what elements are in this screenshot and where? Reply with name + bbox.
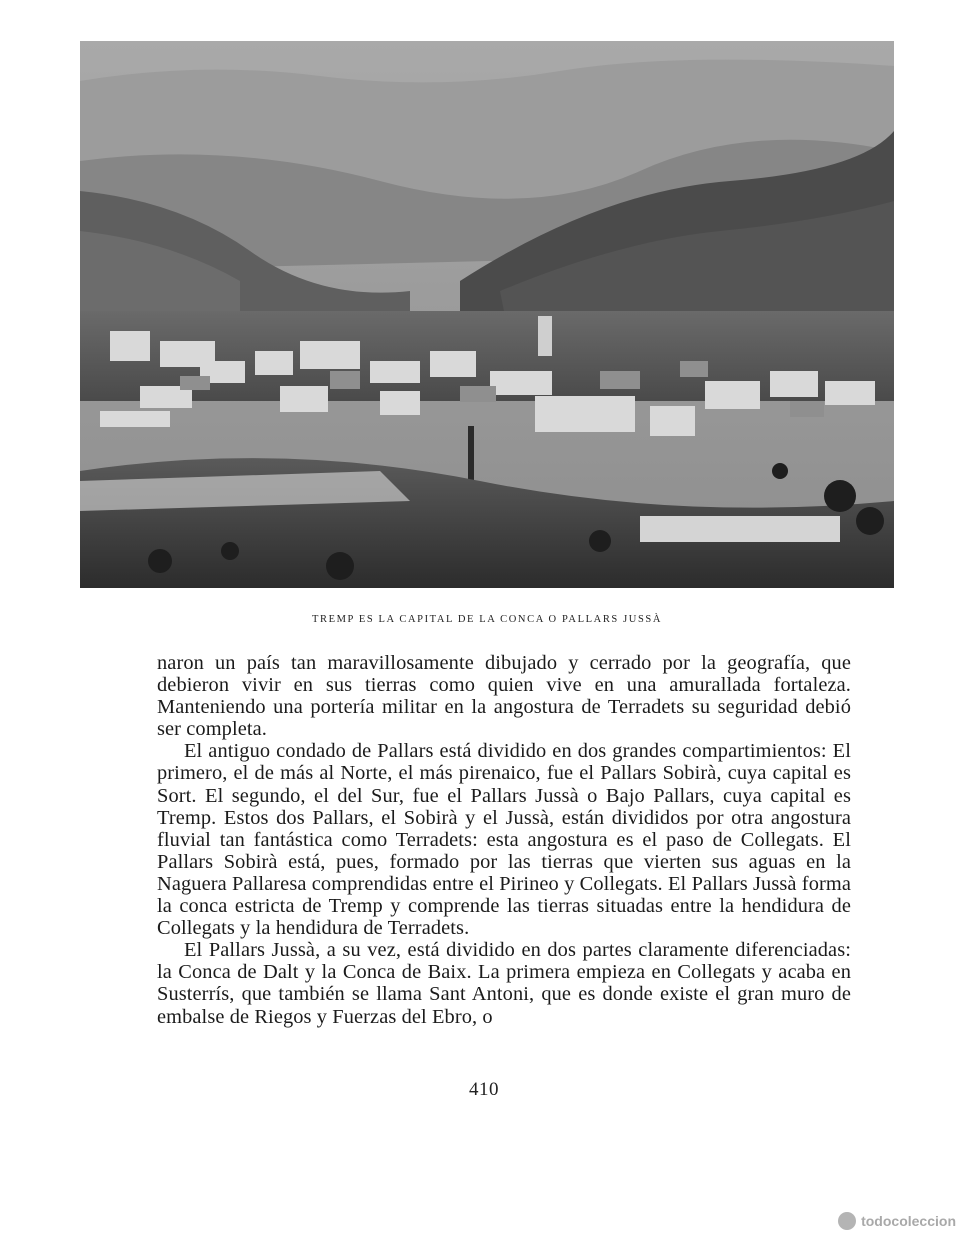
body-text bbox=[157, 652, 851, 1028]
paragraph: El Pallars Jussà, a su vez, está dividido en dos partes claramente diferenciadas: la Conca de Dalt y la Conca de Baix. La primera empieza en Collegats y acaba en Susterrís, que también se llama Sant Antoni, que es donde existe el gran muro de embalse de Riegos y Fuerzas del Ebro, o bbox=[157, 939, 851, 1028]
watermark-text: todocoleccion bbox=[861, 1213, 956, 1229]
paragraph: El antiguo condado de Pallars está dividido en dos grandes compartimientos: El primero, el de más al Norte, el más pirenaico, fue el Pallars Sobirà, cuya capital es Sort. El segundo, el del Sur, fue el Pallars Jussà o Bajo Pallars, cuya capital es Tremp. Estos dos Pallars, el Sobirà y el Jussà, están divididos por otra angostura fluvial tan fantástica como Terradets: esta angostura es el paso de Collegats. El Pallars Sobirà está, pues, formado por las tierras que vierten sus aguas en la Naguera Pallaresa comprendidas entre el Pirineo y Collegats. El Pallars Jussà forma la conca estricta de Tremp y comprende las tierras situadas entre la hendidura de Collegats y la hendidura de Terradets. bbox=[157, 740, 851, 940]
page-number: 410 bbox=[469, 1079, 499, 1100]
town-photo bbox=[80, 41, 894, 588]
watermark-logo-icon bbox=[838, 1212, 856, 1230]
watermark bbox=[838, 1212, 956, 1230]
paragraph: naron un país tan maravillosamente dibujado y cerrado por la geografía, que debieron vivir en sus tierras como quien vive en una amurallada fortaleza. Manteniendo una portería militar en la angostura de Terradets su seguridad debió ser completa. bbox=[157, 652, 851, 741]
photo-caption: TREMP ES LA CAPITAL DE LA CONCA O PALLARS JUSSÀ bbox=[311, 614, 663, 625]
